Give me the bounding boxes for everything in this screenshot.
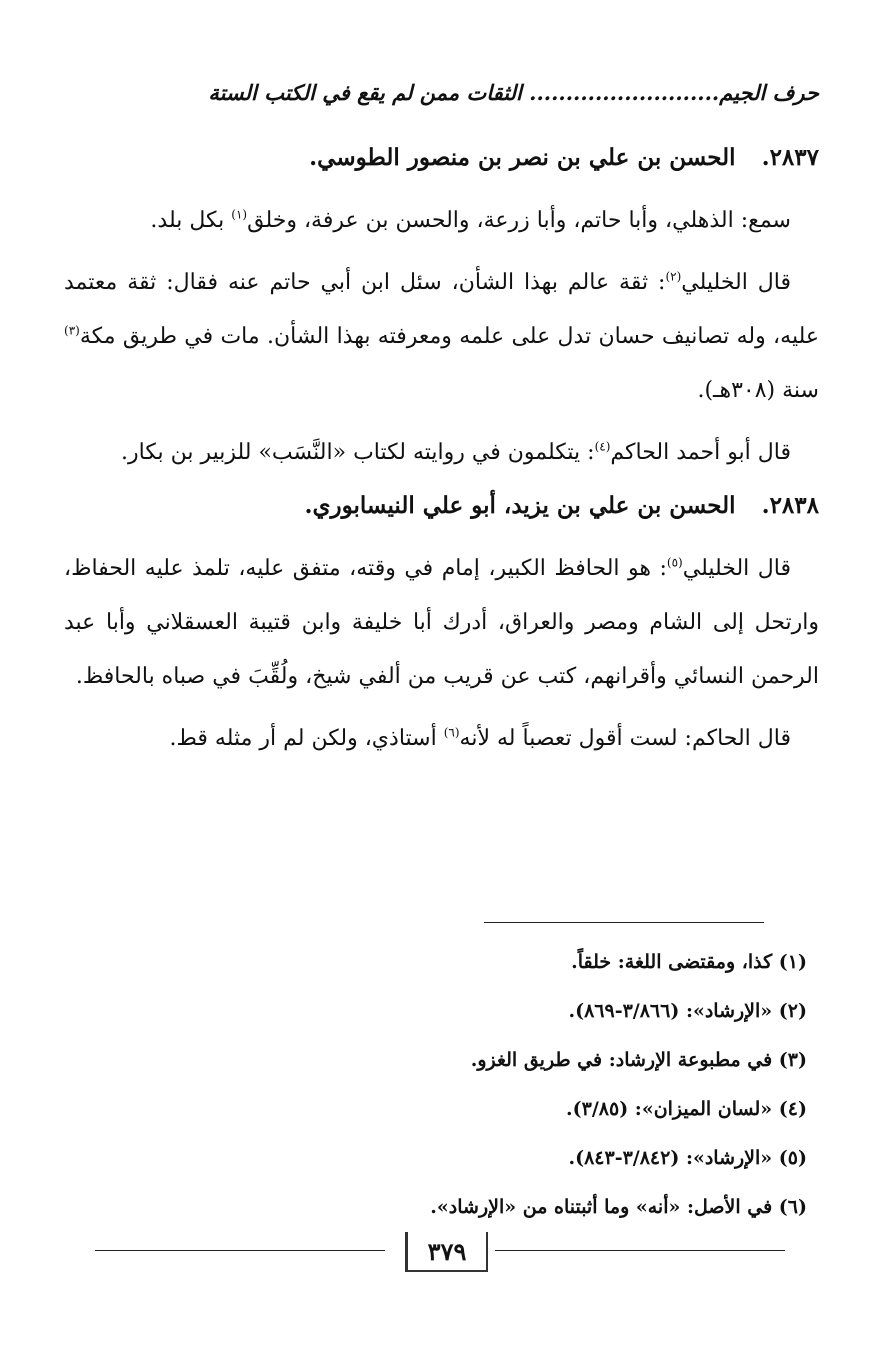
entry-number: ٢٨٣٧. [761,144,819,171]
footnote-ref[interactable]: (٤) [594,439,611,454]
footer-rule-left [95,1250,385,1251]
entry-heading [64,488,819,524]
footnote: (٦) في الأصل: «أنه» وما أثبتناه من «الإرشاد». [430,1196,807,1218]
paragraph [64,194,819,248]
footnotes [107,938,807,1232]
paragraph-text: سنة (٣٠٨هـ). [697,378,819,403]
running-header: حرف الجيم.......................... الثقات ممن لم يقع في الكتب الستة [208,80,819,105]
paragraph-text: أستاذي، ولكن لم أر مثله قط. [169,726,444,751]
footnote: (٤) «لسان الميزان»: (٣/٨٥). [566,1098,807,1120]
entry-name: الحسن بن علي بن نصر بن منصور الطوسي. [309,144,736,171]
footer-rule-right [495,1250,785,1251]
footnote: (١) كذا، ومقتضى اللغة: خلقاً. [571,951,807,973]
entry-name: الحسن بن علي بن يزيد، أبو علي النيسابوري. [304,492,736,519]
footnote: (٥) «الإرشاد»: (٣/٨٤٢-٨٤٣). [568,1147,807,1169]
footnote-ref[interactable]: (٦) [443,725,460,740]
paragraph [64,712,819,766]
footnote-ref[interactable]: (٢) [665,269,682,284]
paragraph-text: : هو الحافظ الكبير، إمام في وقته، متفق عليه، تلمذ عليه الحفاظ، وارتحل إلى الشام ومصر والعراق، أدرك أبا خليفة وابن قتيبة العسقلاني وأبا عبد الرحمن النسائي وأقرانهم، كتب عن قريب من ألفي شيخ، ولُقِّبَ في صباه بالحافظ. [64,556,819,689]
footnote: (٣) في مطبوعة الإرشاد: في طريق الغزو. [470,1049,807,1071]
paragraph-text: قال الخليلي [682,556,791,581]
paragraph-text: سمع: الذهلي، وأبا حاتم، وأبا زرعة، والحسن بن عرفة، وخلق [247,208,791,233]
paragraph-text: : يتكلمون في روايته لكتاب «النَّسَب» للزبير بن بكار. [121,440,595,465]
paragraph-text: قال الحاكم: لست أقول تعصباً له لأنه [459,726,791,751]
footnote-ref[interactable]: (٥) [666,555,683,570]
footnote: (٢) «الإرشاد»: (٣/٨٦٦-٨٦٩). [568,1000,807,1022]
paragraph [64,542,819,704]
entry-heading [64,140,819,176]
footnote-ref[interactable]: (٣) [64,323,80,338]
footnote-ref[interactable]: (١) [231,207,248,222]
body-text [64,140,819,774]
paragraph [64,426,819,480]
page-footer [95,1232,785,1272]
paragraph [64,256,819,418]
entry-number: ٢٨٣٨. [761,492,819,519]
paragraph-text: بكل بلد. [150,208,232,233]
paragraph-text: : ثقة عالم بهذا الشأن، سئل ابن أبي حاتم عنه فقال: ثقة معتمد عليه، وله تصانيف حسان تدل على علمه ومعرفته بهذا الشأن. مات في طريق مكة [64,270,819,349]
paragraph-text: قال أبو أحمد الحاكم [610,440,791,465]
paragraph-text: قال الخليلي [681,270,791,295]
footnote-separator [484,922,764,923]
page-number: ٣٧٩ [405,1232,488,1272]
